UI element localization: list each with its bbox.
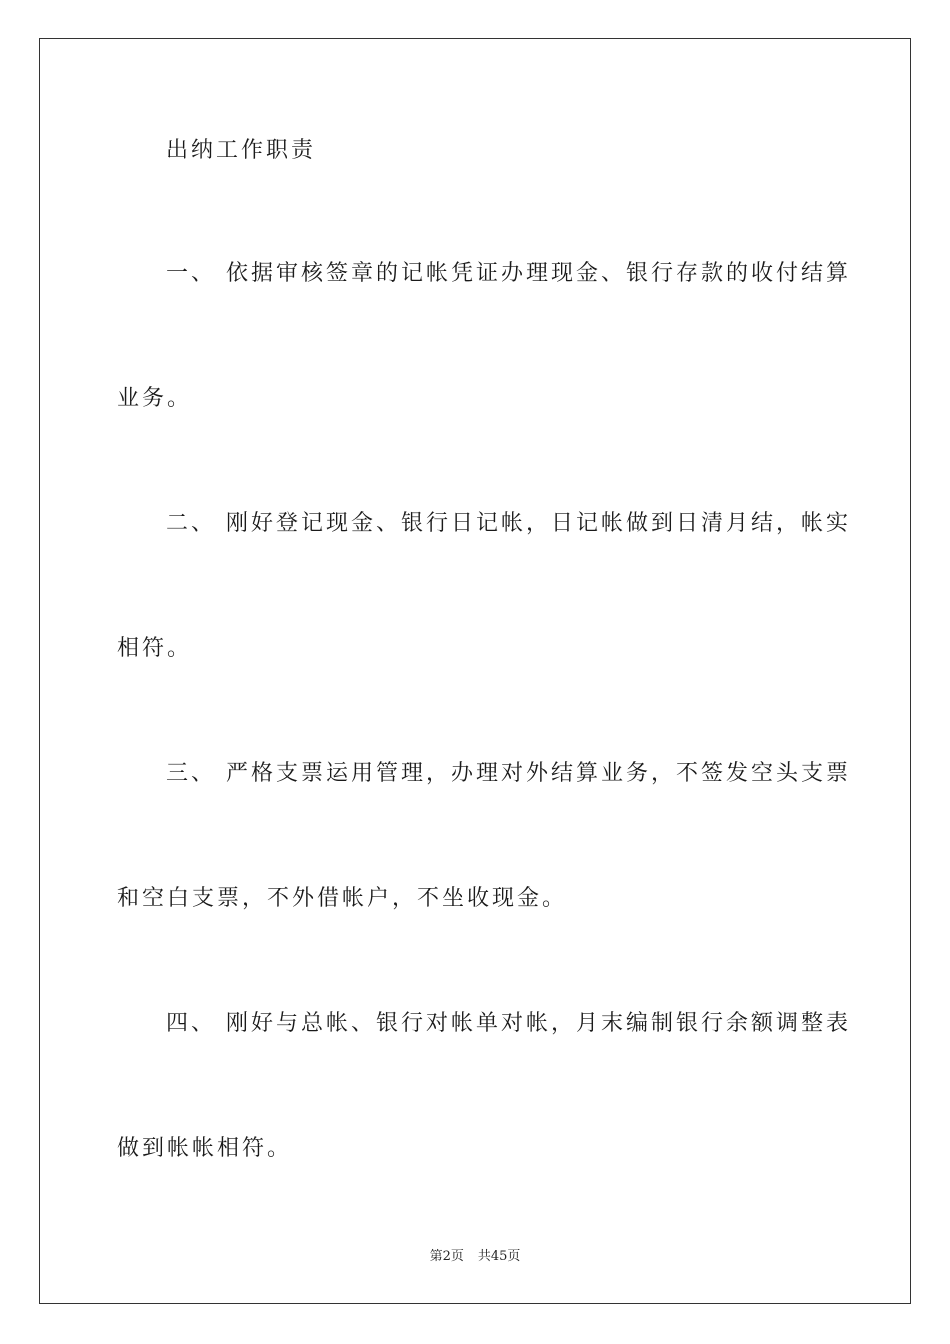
paragraph-3-line-2: 和空白支票，不外借帐户，不坐收现金。 [117, 886, 568, 911]
paragraph-1-line-2: 业务。 [117, 386, 193, 411]
page-border [39, 38, 911, 1304]
page-footer [0, 1248, 950, 1266]
paragraph-2-line-1: 二、 刚好登记现金、银行日记帐，日记帐做到日清月结，帐实 [166, 511, 851, 536]
page-total: 共45页 [477, 1249, 521, 1264]
paragraph-1-line-1: 一、 依据审核签章的记帐凭证办理现金、银行存款的收付结算 [166, 261, 851, 286]
paragraph-2-line-2: 相符。 [117, 636, 193, 661]
page-number: 第2页 [429, 1249, 464, 1264]
paragraph-4-line-2: 做到帐帐相符。 [117, 1136, 293, 1161]
paragraph-4-line-1: 四、 刚好与总帐、银行对帐单对帐，月末编制银行余额调整表 [166, 1011, 851, 1036]
paragraph-3-line-1: 三、 严格支票运用管理，办理对外结算业务，不签发空头支票 [166, 761, 851, 786]
document-title: 出纳工作职责 [166, 138, 317, 163]
